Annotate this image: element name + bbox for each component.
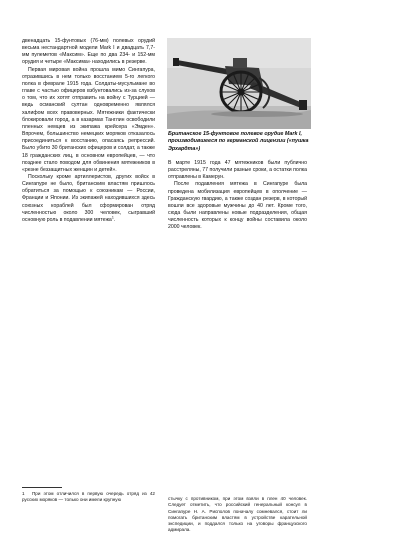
paragraph-end: . [113, 216, 116, 223]
footnote-text: При этом отличился в первую очередь отряд из 42 русских моряков — только они имели крупную [22, 491, 155, 503]
field-gun-photo [167, 38, 311, 129]
footnote-divider [22, 487, 62, 488]
paragraph: двенадцать 15-фунтовых (76-мм) полевых орудий весьма нестандартной модели Mark I и двадцать 7,7-мм пулеметов «Максим». Еще по два 234- и 152-мм орудия и четыре «Максима» находились в резерве. [22, 38, 155, 66]
paragraph: стычку с противником, при этом взяли в плен 40 человек. Следует отметить, что российский генеральный консул в Сингапуре Н. А. Рисполов поначалу сомневался, стоит ли помогать британским властям в устройстве карательной экспедиции, и поддался только на уговоры французского адмирала. [168, 496, 307, 533]
footnote-mark: 1 [111, 215, 114, 220]
paragraph: В марте 1915 года 47 мятежников были публично расстреляны, 77 получили разные сроки, а остатки полка отправлены в Камерун. [168, 160, 307, 181]
photo-caption: Британское 15-фунтовое полевое орудие Mark I, производившееся по германской лицензии («пушка Эрхардта») [168, 131, 309, 152]
paragraph: После подавления мятежа в Сингапуре была проведена мобилизация европейцев в ополчение — Гражданскую гвардию, а также создан резерв, в который вошли все здоровые мужчины до 40 лет. Кроме того, сюда были направлены новые подразделения, общая численность которых к концу войны составила около 2000 человек. [168, 181, 307, 231]
right-footnote-continuation [168, 496, 307, 534]
footnote-number: 1 [22, 491, 25, 496]
footnote [22, 491, 155, 504]
paragraph-text: Поскольку кроме артиллеристов, других войск в Сингапуре не было, британским властям пришлось обратиться за помощью к союзникам — России, Франции и Японии. Из экипажей находившихся здесь союзных кораблей был сформирован отряд численностью около 300 человек, сыгравший основную роль в подавлении мятежа [22, 173, 155, 223]
right-text-column [168, 160, 307, 232]
paragraph [22, 174, 155, 224]
paragraph: Первая мировая война прошла мимо Сингапура, отразившись в нем только восстанием 5-го легкого полка в феврале 1915 года. Солдаты-мусульмане во главе с частью офицеров взбунтовались из-за слухов о том, что их хотят отправить на войну с Турцией — ведь османский султан одновременно являлся халифом всех правоверных. Мятежники фактически блокировали город, а в казармах Танглин освободили пленных немцев из экипажа крейсера «Эмден». Впрочем, большинство немецких моряков отказалось присоединиться к восстанию, опасаясь репрессий. Было убито 30 британских офицеров и солдат, а также 18 гражданских лиц, в основном европейцев, — что позднее стало поводом для обвинения мятежников в «резне беззащитных женщин и детей». [22, 66, 155, 173]
left-text-column [22, 38, 155, 224]
